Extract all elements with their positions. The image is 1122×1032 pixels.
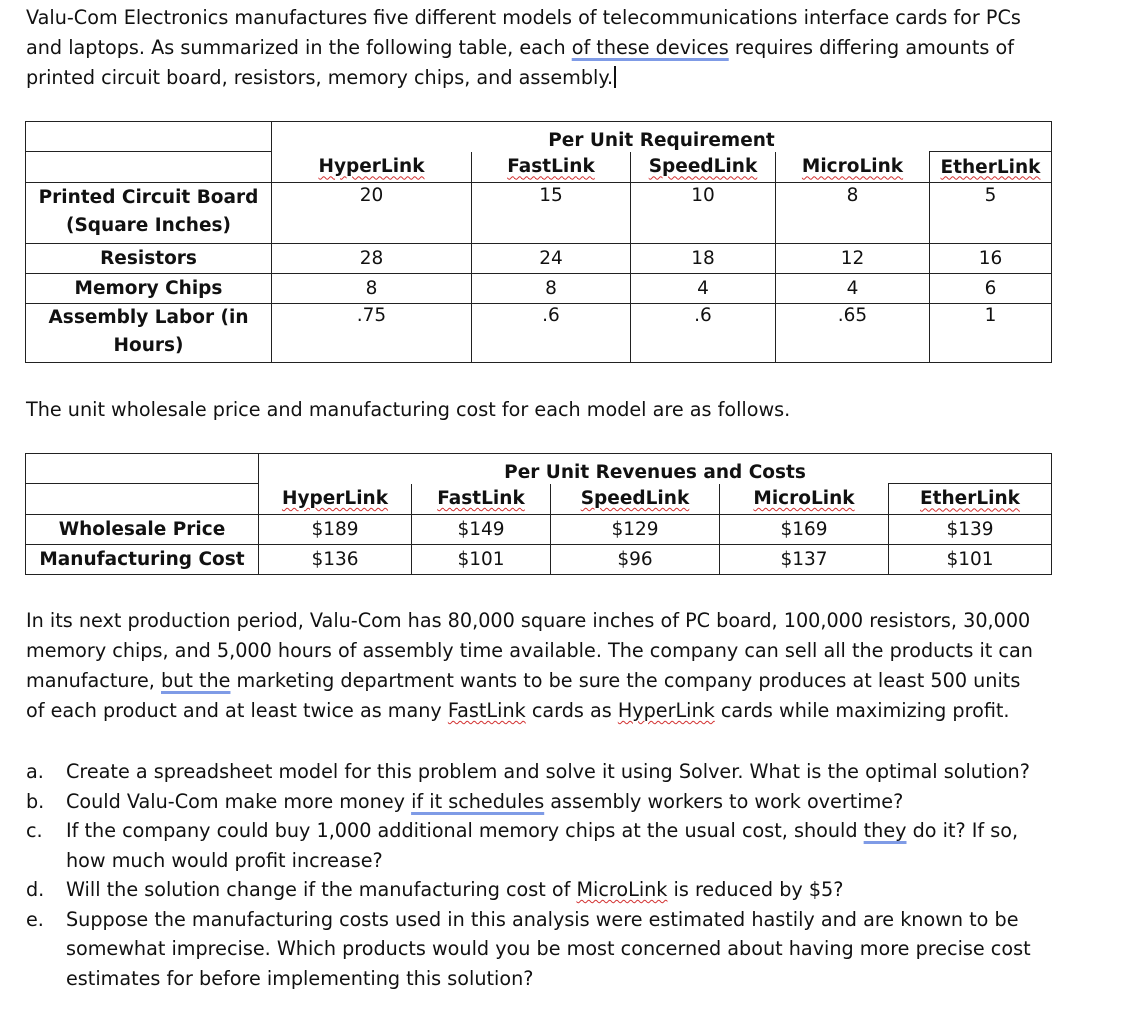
table1-cell: 8 bbox=[272, 273, 472, 303]
table2-cell: $136 bbox=[259, 544, 412, 574]
table2-corner-cell bbox=[26, 454, 259, 484]
table1-cell: 12 bbox=[776, 243, 930, 273]
table1-cell: 8 bbox=[472, 273, 631, 303]
table2-cell: $139 bbox=[889, 514, 1052, 544]
table2-cell: $149 bbox=[412, 514, 551, 544]
table1-row-pcb bbox=[26, 182, 1052, 243]
table1-cell: 18 bbox=[631, 243, 776, 273]
question-list bbox=[26, 757, 1031, 993]
table1-row-memory bbox=[26, 273, 1052, 303]
table2-cell: $129 bbox=[551, 514, 720, 544]
middle-sentence: The unit wholesale price and manufacturing cost for each model are as follows. bbox=[26, 398, 791, 421]
table2-cell: $96 bbox=[551, 544, 720, 574]
table1-cell: 16 bbox=[930, 243, 1052, 273]
table1-cell: 20 bbox=[272, 182, 472, 243]
production-paragraph bbox=[26, 606, 1033, 726]
table2-row-label: Wholesale Price bbox=[26, 514, 259, 544]
table1-cell: 5 bbox=[930, 182, 1052, 243]
table1-header-spacer bbox=[26, 152, 272, 182]
table1-col-hyperlink: HyperLink bbox=[272, 152, 472, 182]
table1-cell: 10 bbox=[631, 182, 776, 243]
production-line-4: of each product and at least twice as many FastLink cards as HyperLink cards while maximizing profit. bbox=[26, 699, 1010, 722]
text-cursor bbox=[614, 66, 616, 88]
table1-cell: .75 bbox=[272, 304, 472, 363]
intro-line-3: printed circuit board, resistors, memory chips, and assembly. bbox=[26, 63, 1021, 93]
production-line-3: manufacture, but the marketing department wants to be sure the company produces at least 500 units bbox=[26, 669, 1021, 692]
table2-col-hyperlink: HyperLink bbox=[259, 484, 412, 514]
table2-caption: Per Unit Revenues and Costs bbox=[259, 454, 1052, 484]
table1-row-label: Assembly Labor (in Hours) bbox=[26, 304, 272, 363]
table1-cell: .6 bbox=[631, 304, 776, 363]
question-label: d. bbox=[26, 878, 45, 901]
table1-cell: 6 bbox=[930, 273, 1052, 303]
table1-row-label: Resistors bbox=[26, 243, 272, 273]
question-label: c. bbox=[26, 819, 43, 842]
table1-cell: 1 bbox=[930, 304, 1052, 363]
production-line-1: In its next production period, Valu-Com has 80,000 square inches of PC board, 100,000 resistors, 30,000 bbox=[26, 609, 1031, 632]
table2-row-cost bbox=[26, 544, 1052, 574]
question-d: d. Will the solution change if the manufacturing cost of MicroLink is reduced by $5? bbox=[26, 875, 1031, 905]
intro-paragraph bbox=[26, 3, 1021, 93]
question-label: e. bbox=[26, 907, 44, 931]
table1-row-label: Memory Chips bbox=[26, 273, 272, 303]
table1-col-etherlink: EtherLink bbox=[930, 152, 1052, 182]
table1-col-microlink: MicroLink bbox=[776, 152, 930, 182]
table1-cell: 4 bbox=[776, 273, 930, 303]
table1-cell: 15 bbox=[472, 182, 631, 243]
table1-cell: .65 bbox=[776, 304, 930, 363]
requirements-table bbox=[25, 121, 1052, 363]
table2-col-speedlink: SpeedLink bbox=[551, 484, 720, 514]
table2-row-price bbox=[26, 514, 1052, 544]
table1-corner-cell bbox=[26, 122, 272, 152]
table2-cell: $169 bbox=[720, 514, 889, 544]
table1-cell: 24 bbox=[472, 243, 631, 273]
question-e: e. Suppose the manufacturing costs used in this analysis were estimated hastily and are known to be somewhat imprecise. Which products would you be most concerned about having more precise cost estimates for before implementing this solution? bbox=[26, 905, 1031, 994]
intro-line-2: and laptops. As summarized in the following table, each of these devices requires differing amounts of bbox=[26, 36, 1014, 59]
table2-cell: $101 bbox=[412, 544, 551, 574]
intro-line-1: Valu-Com Electronics manufactures five different models of telecommunications interface cards for PCs bbox=[26, 6, 1021, 29]
question-a: a. Create a spreadsheet model for this problem and solve it using Solver. What is the optimal solution? bbox=[26, 757, 1031, 787]
table1-caption: Per Unit Requirement bbox=[272, 122, 1052, 152]
revenue-cost-table bbox=[25, 453, 1052, 575]
table1-cell: 8 bbox=[776, 182, 930, 243]
production-line-2: memory chips, and 5,000 hours of assembly time available. The company can sell all the products it can bbox=[26, 639, 1033, 662]
table1-col-speedlink: SpeedLink bbox=[631, 152, 776, 182]
table2-row-label: Manufacturing Cost bbox=[26, 544, 259, 574]
table2-col-microlink: MicroLink bbox=[720, 484, 889, 514]
table1-cell: 4 bbox=[631, 273, 776, 303]
question-c: c. If the company could buy 1,000 additional memory chips at the usual cost, should they do it? If so, how much would profit increase? bbox=[26, 816, 1031, 875]
table2-cell: $189 bbox=[259, 514, 412, 544]
table2-cell: $137 bbox=[720, 544, 889, 574]
table1-row-label: Printed Circuit Board (Square Inches) bbox=[26, 182, 272, 243]
table1-col-fastlink: FastLink bbox=[472, 152, 631, 182]
question-label: b. bbox=[26, 789, 45, 813]
table1-cell: 28 bbox=[272, 243, 472, 273]
question-b: b. Could Valu-Com make more money if it schedules assembly workers to work overtime? bbox=[26, 787, 1031, 817]
table2-col-etherlink: EtherLink bbox=[889, 484, 1052, 514]
table1-row-resistors bbox=[26, 243, 1052, 273]
question-label: a. bbox=[26, 760, 44, 783]
table2-col-fastlink: FastLink bbox=[412, 484, 551, 514]
table2-header-spacer bbox=[26, 484, 259, 514]
table1-row-assembly bbox=[26, 304, 1052, 363]
table2-cell: $101 bbox=[889, 544, 1052, 574]
table1-cell: .6 bbox=[472, 304, 631, 363]
